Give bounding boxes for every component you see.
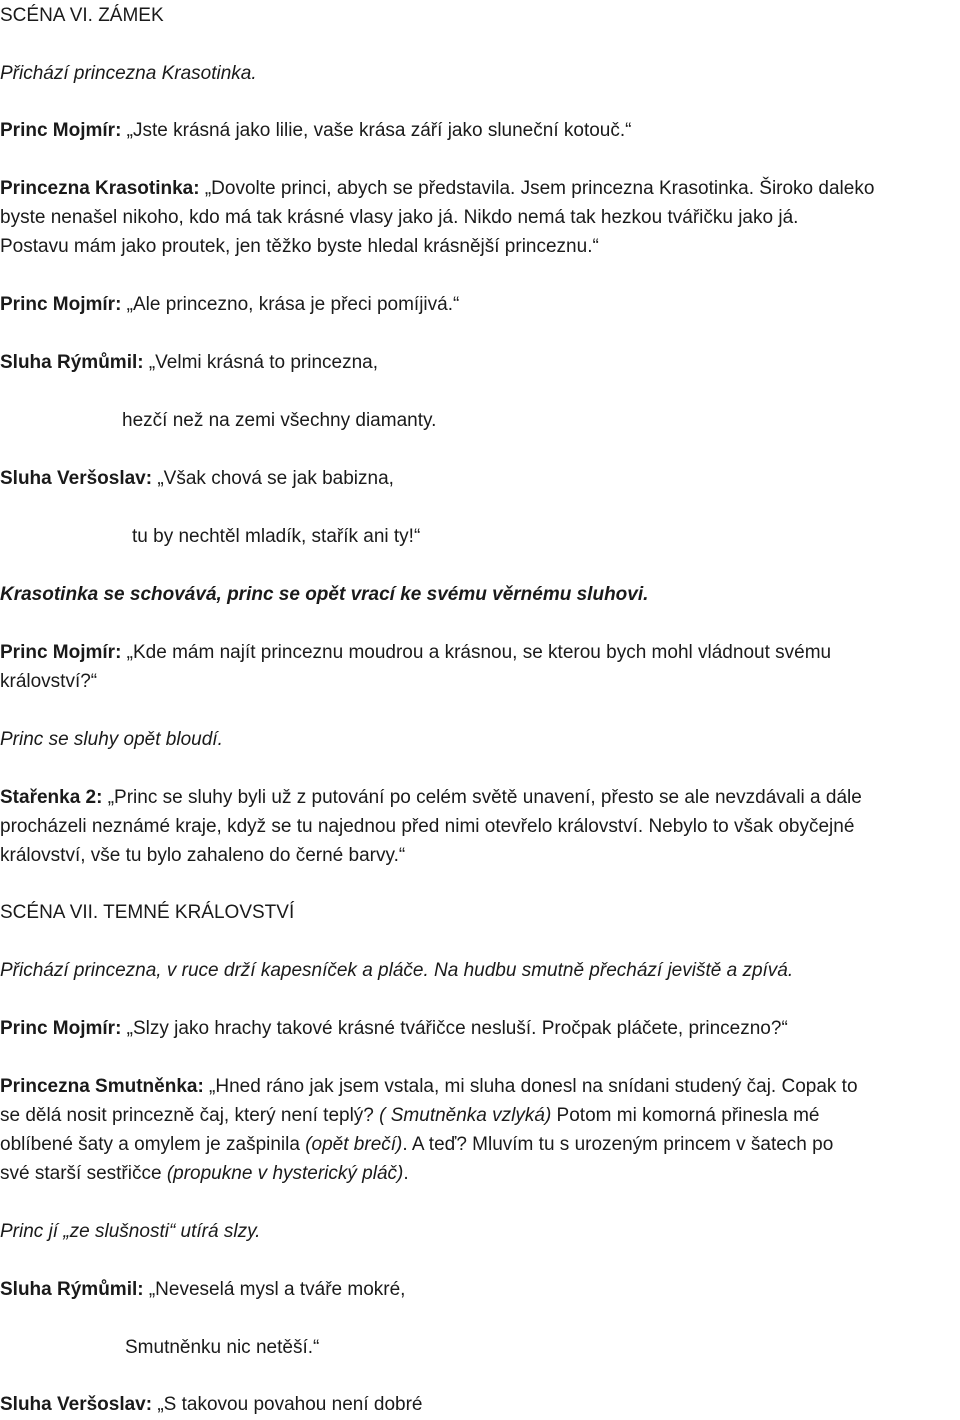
dialogue-text: „S takovou povahou není dobré: [152, 1394, 423, 1415]
speaker-name: Princ Mojmír:: [0, 120, 122, 141]
speaker-name: Stařenka 2:: [0, 787, 103, 808]
speaker-name: Princ Mojmír:: [0, 1018, 122, 1039]
dialogue-continuation: procházeli neznámé kraje, když se tu najednou před nimi otevřelo království. Nebylo to však obyčejné: [0, 816, 855, 837]
speaker-name: Sluha Rýmůmil:: [0, 1279, 144, 1300]
dialogue-continuation: království, vše tu bylo zahaleno do černé barvy.“: [0, 845, 406, 866]
stage-direction: Krasotinka se schovává, princ se opět vrací ke svému věrnému sluhovi.: [0, 584, 649, 605]
dialogue-continuation: [0, 1103, 820, 1129]
dialogue-line: [0, 640, 831, 666]
dialogue-line: [0, 785, 862, 811]
dialogue-text: Potom mi komorná přinesla mé: [551, 1105, 820, 1126]
dialogue-text: . A teď? Mluvím tu s urozeným princem v šatech po: [402, 1134, 834, 1155]
speaker-name: Princezna Smutněnka:: [0, 1076, 204, 1097]
stage-direction: Přichází princezna, v ruce drží kapesníček a pláče. Na hudbu smutně přechází jeviště a zpívá.: [0, 960, 794, 981]
dialogue-text: „Jste krásná jako lilie, vaše krása září jako sluneční kotouč.“: [121, 120, 632, 141]
speaker-name: Princ Mojmír:: [0, 642, 122, 663]
scene-heading: SCÉNA VII. TEMNÉ KRÁLOVSTVÍ: [0, 902, 295, 923]
inline-stage-direction: (propukne v hysterický pláč): [166, 1163, 404, 1184]
dialogue-line: [0, 1392, 423, 1418]
stage-direction: Přichází princezna Krasotinka.: [0, 63, 257, 84]
scene-heading: SCÉNA VI. ZÁMEK: [0, 5, 164, 26]
verse-line: Smutněnku nic netěší.“: [125, 1337, 320, 1358]
inline-stage-direction: ( Smutněnka vzlyká): [379, 1105, 552, 1126]
dialogue-continuation: Postavu mám jako proutek, jen těžko byste hledal krásnější princeznu.“: [0, 236, 599, 257]
dialogue-line: [0, 1016, 788, 1042]
inline-stage-direction: (opět brečí): [305, 1134, 403, 1155]
speaker-name: Sluha Rýmůmil:: [0, 352, 144, 373]
stage-direction: Princ se sluhy opět bloudí.: [0, 729, 223, 750]
speaker-name: Sluha Veršoslav:: [0, 468, 153, 489]
dialogue-line: [0, 1277, 405, 1303]
dialogue-line: [0, 1074, 858, 1100]
verse-line: hezčí než na zemi všechny diamanty.: [122, 410, 437, 431]
dialogue-continuation: království?“: [0, 671, 98, 692]
dialogue-line: [0, 292, 459, 318]
dialogue-continuation: [0, 1161, 409, 1187]
verse-line: tu by nechtěl mladík, stařík ani ty!“: [132, 526, 421, 547]
dialogue-line: [0, 350, 378, 376]
dialogue-text: se dělá nosit princezně čaj, který není teplý?: [0, 1105, 380, 1126]
dialogue-text: „Však chová se jak babizna,: [152, 468, 394, 489]
dialogue-text: .: [403, 1163, 409, 1184]
dialogue-text: „Princ se sluhy byli už z putování po celém světě unavení, přesto se ale nevzdávali a dále: [102, 787, 862, 808]
dialogue-continuation: [0, 1132, 833, 1158]
speaker-name: Princ Mojmír:: [0, 294, 122, 315]
stage-direction: Princ jí „ze slušnosti“ utírá slzy.: [0, 1221, 261, 1242]
dialogue-text: „Slzy jako hrachy takové krásné tvářičce nesluší. Pročpak pláčete, princezno?“: [121, 1018, 788, 1039]
dialogue-text: „Kde mám najít princeznu moudrou a krásnou, se kterou bych mohl vládnout svému: [121, 642, 832, 663]
dialogue-text: „Hned ráno jak jsem vstala, mi sluha donesl na snídani studený čaj. Copak to: [203, 1076, 858, 1097]
dialogue-line: [0, 176, 874, 202]
dialogue-text: „Dovolte princi, abych se představila. Jsem princezna Krasotinka. Široko daleko: [199, 178, 875, 199]
speaker-name: Princezna Krasotinka:: [0, 178, 200, 199]
dialogue-text: „Neveselá mysl a tváře mokré,: [143, 1279, 406, 1300]
dialogue-text: „Velmi krásná to princezna,: [143, 352, 379, 373]
dialogue-text: oblíbené šaty a omylem je zašpinila: [0, 1134, 306, 1155]
speaker-name: Sluha Veršoslav:: [0, 1394, 153, 1415]
dialogue-text: „Ale princezno, krása je přeci pomíjivá.“: [121, 294, 460, 315]
dialogue-line: [0, 118, 631, 144]
dialogue-continuation: byste nenašel nikoho, kdo má tak krásné vlasy jako já. Nikdo nemá tak hezkou tvářičku jako já.: [0, 207, 799, 228]
dialogue-line: [0, 466, 394, 492]
dialogue-text: své starší sestřičce: [0, 1163, 167, 1184]
